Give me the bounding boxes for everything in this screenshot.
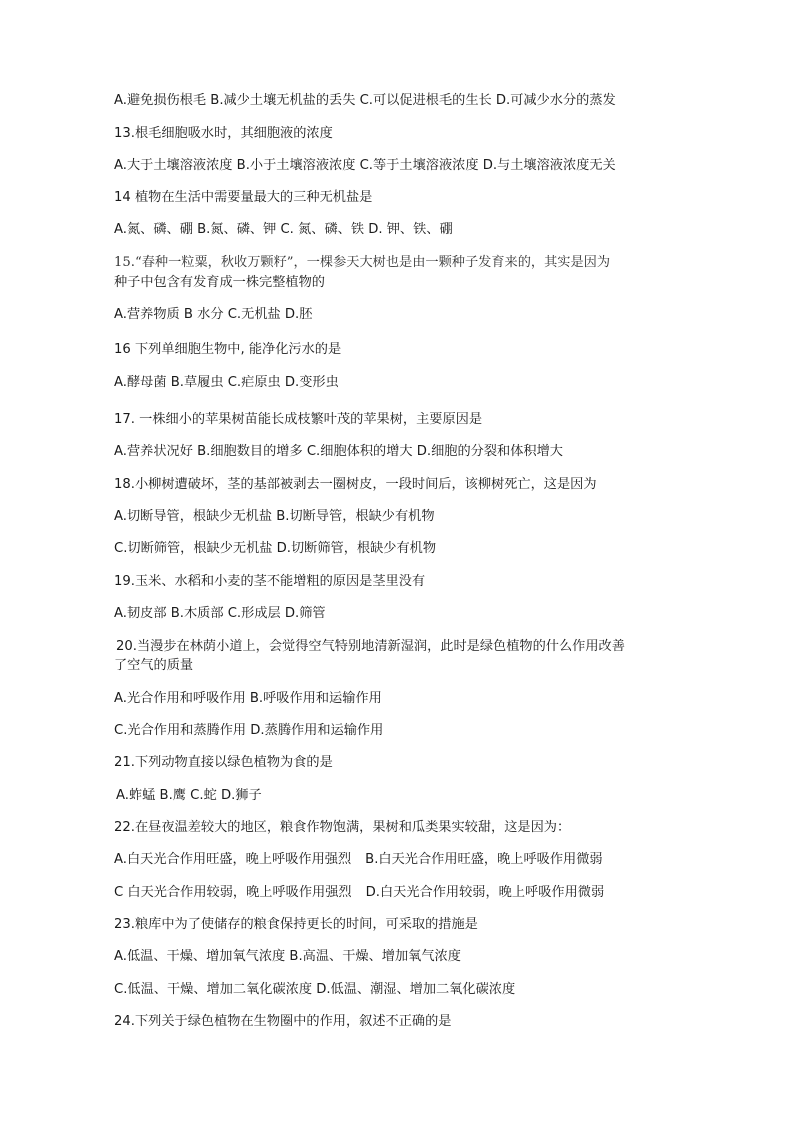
- q16-stem: 16 下列单细胞生物中, 能净化污水的是: [114, 342, 342, 357]
- q22-option-b: B.白天光合作用旺盛，晚上呼吸作用微弱: [365, 852, 603, 867]
- q23-stem: 23.粮库中为了使储存的粮食保持更长的时间，可采取的措施是: [114, 917, 478, 932]
- q15-stem-rest: ，一棵参天大树也是由一颗种子发育来的，其实是因为: [293, 255, 611, 270]
- q12-options: A.避免损伤根毛 B.减少土壤无机盐的丢失 C.可以促进根毛的生长 D.可减少水分的蒸发: [114, 93, 616, 108]
- q14-options: A.氮、磷、硼 B.氮、磷、钾 C. 氮、磷、铁 D. 钾、铁、硼: [114, 222, 453, 237]
- q15-quote: 15.“春种一粒粟，秋收万颗籽”: [114, 255, 294, 270]
- q15-stem-line2: 种子中包含有发育成一株完整植物的: [114, 275, 325, 290]
- q23-options-cd: C.低温、干燥、增加二氧化碳浓度 D.低温、潮湿、增加二氧化碳浓度: [114, 982, 516, 997]
- q18-options-ab: A.切断导管，根缺少无机盐 B.切断导管，根缺少有机物: [114, 509, 435, 524]
- q22-option-a: A.白天光合作用旺盛，晚上呼吸作用强烈: [114, 852, 352, 867]
- q20-stem-line2: 了空气的质量: [114, 658, 194, 673]
- q24-stem: 24.下列关于绿色植物在生物圈中的作用，叙述不正确的是: [114, 1014, 452, 1029]
- q20-options-cd: C.光合作用和蒸腾作用 D.蒸腾作用和运输作用: [114, 723, 384, 738]
- q19-stem: 19.玉米、水稻和小麦的茎不能增粗的原因是茎里没有: [114, 574, 426, 589]
- q22-options-cd: [114, 884, 734, 902]
- q13-options: A.大于土壤溶液浓度 B.小于土壤溶液浓度 C.等于土壤溶液浓度 D.与土壤溶液浓度无关: [114, 158, 616, 173]
- q18-stem: 18.小柳树遭破坏，茎的基部被剥去一圈树皮，一段时间后，该柳树死亡，这是因为: [114, 477, 597, 492]
- q18-options-cd: C.切断筛管，根缺少无机盐 D.切断筛管，根缺少有机物: [114, 541, 437, 556]
- q21-stem: 21.下列动物直接以绿色植物为食的是: [114, 755, 333, 770]
- q22-options-ab: [114, 851, 734, 869]
- q23-options-ab: A.低温、干燥、增加氧气浓度 B.高温、干燥、增加氧气浓度: [114, 949, 461, 964]
- q14-stem: 14 植物在生活中需要量最大的三种无机盐是: [114, 190, 373, 205]
- q19-options: A.韧皮部 B.木质部 C.形成层 D.筛管: [114, 606, 326, 621]
- q20-stem-line1: 20.当漫步在林荫小道上，会觉得空气特别地清新湿润，此时是绿色植物的什么作用改善: [116, 639, 625, 654]
- q16-options: A.酵母菌 B.草履虫 C.疟原虫 D.变形虫: [114, 375, 339, 390]
- q21-options: A.蚱蜢 B.鹰 C.蛇 D.狮子: [116, 788, 262, 803]
- q22-stem: 22.在昼夜温差较大的地区，粮食作物饱满，果树和瓜类果实较甜，这是因为：: [114, 820, 571, 835]
- q22-option-c: C 白天光合作用较弱，晚上呼吸作用强烈: [114, 885, 352, 900]
- q13-stem: 13.根毛细胞吸水时，其细胞液的浓度: [114, 126, 333, 141]
- q20-options-ab: A.光合作用和呼吸作用 B.呼吸作用和运输作用: [114, 691, 382, 706]
- q15-options: A.营养物质 B 水分 C.无机盐 D.胚: [114, 307, 313, 322]
- q17-stem: 17. 一株细小的苹果树苗能长成枝繁叶茂的苹果树，主要原因是: [114, 412, 483, 427]
- q17-options: A.营养状况好 B.细胞数目的增多 C.细胞体积的增大 D.细胞的分裂和体积增大: [114, 444, 563, 459]
- q22-option-d: D.白天光合作用较弱，晚上呼吸作用微弱: [365, 885, 605, 900]
- q15-stem-line1: [114, 254, 734, 272]
